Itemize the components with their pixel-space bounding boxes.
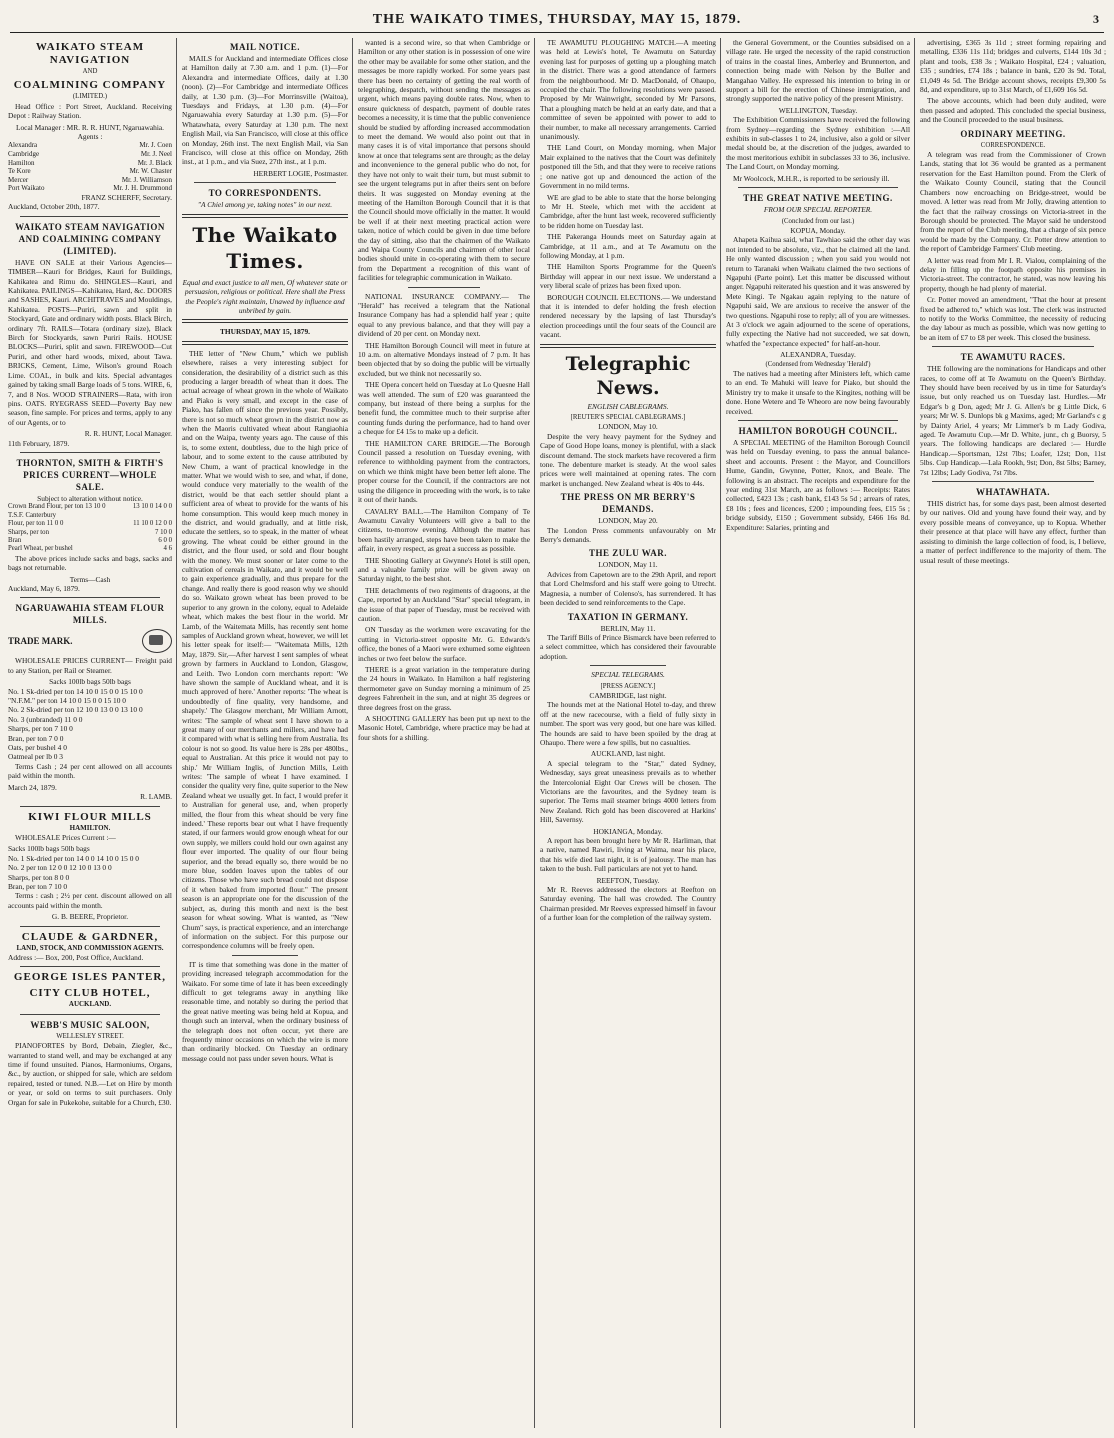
steam-ltd: (LIMITED.): [72, 93, 108, 101]
news-paragraph: THE Pakeranga Hounds meet on Saturday again at Cambridge, at 11 a.m., and at Te Awamutu on the following Monday, at 1 p.m.: [540, 232, 716, 260]
paper-motto: Equal and exact justice to all men, Of whatever state or persuasion, religious or political. Here shall the Press the People's right maintain, Unawed by influence and unbribed by gain.: [182, 277, 348, 315]
telegram-body: Mr Woolcock, M.H.R., is reported to be seriously ill.: [733, 173, 890, 183]
news-paragraph: the General Government, or the Counties subsidised on a village rate. He urged the necessity of the rapid construction of trains in the coastal lines, Amberley and Brunnerton, and connection being made with Nelson by the Buller and Mangahao Valley. He expressed his intention to bring in or support a bill for the erection of Chinese immigration, and strongly supported the native policy of the present Ministry.: [726, 38, 910, 104]
ngar-title: NGARUAWAHIA STEAM FLOUR MILLS.: [15, 603, 165, 626]
ngar-date: March 24, 1879.: [8, 782, 57, 792]
races-body: THE following are the nominations for Handicaps and other races, to come off at Te Awamutu on the Queen's Birthday. They should have been received by us in time for Saturday's issue, but only reached us on Tuesday last. Hurdles.—Mr Edgar's b g Don, aged; Mr J. G. Allen's br g Little Dick, 6 years; Mr W. S. Dunlops bk g Maxims, aged; Mr Garland's c g by Dainty Ariel, 4 years; Mr Limmer's b m Lady Godiva, aged. Te Awamutu Cup.—Mr D. White, junr., ch g Buorsy, 5 years. The following handicaps are declared :— Hurdle Handicap.—Sportsman, 12st 7lbs; Loafer, 12st; Don, 11st 5lbs. Cup Handicap.—Lala Rookh, 9st; Don, 8st 5lbs; Barney, 7st 12lbs; Lady Godiva, 7st 7lbs.: [920, 364, 1106, 477]
column-rule: [176, 38, 177, 1428]
ordinary-meeting-title: ORDINARY MEETING.: [960, 128, 1066, 139]
news-paragraph: THERE is a great variation in the temperature during the 24 hours in Waikato. In Hamilton a half registering thermometer gave on Sunday morning a minimum of 25 degrees Fahrenheit in the sun, and at night 35 degrees or three degrees frost on the grass.: [358, 665, 530, 712]
kiwi-title: KIWI FLOUR MILLS: [28, 810, 152, 823]
divider: [20, 806, 160, 807]
mail-title: MAIL NOTICE.: [229, 42, 300, 52]
hamilton-council-body: A SPECIAL MEETING of the Hamilton Borough Council was held on Tuesday evening, to pass the annual balance-sheet and accounts. Present : the Mayor, and Councillors Hume, Gandin, Gwynne, Potter, Knox, and Beale. The following is an abstract. The receipts and expenditure for the year ending 31st March, are as follows :— Receipts: Rates collected, £423 13s ; cash bank, £143 5s 5d ; arrears of rates, £8 10s ; fees and licences, £200 ; impounding fees, £15 5s ; bridge subsidy, £150 ; Government subsidy, £466 16s 8d. Expenditure: Salaries, printing and: [726, 438, 910, 532]
telegram-body: The Exhibition Commissioners have received the following from Sydney—regarding the Sydney exhibition :—All exhibits in sub-classes 1 to 24, inclusive, also a gold or silver medal should be, at the discretion of the judges, awarded to the most meritorious exhibit in subclasses 33 to 36, inclusive. The Land Court, on Monday morning.: [726, 115, 910, 172]
agent-row: Hamilton Mr. J. Black: [8, 158, 172, 167]
ngar-row: Sharps, per ton 7 10 0: [8, 724, 73, 734]
divider: [738, 420, 898, 421]
masthead-title: THE WAIKATO TIMES, THURSDAY, MAY 15, 1879.: [372, 12, 742, 27]
news-paragraph: A telegram was read from the Commissioner of Crown Lands, stating that lot 36 would be granted as a permanent reservation for the East Hamilton pound. From the Clerk of the Waikato County Council, stating that the Council Chambers now encroaching on Bridge-street, would be moved. A letter was read from Mr Jolly, drawing attention to the fact that the railway crossings on Victoria-street in the Borough should be protected. The Mayor said he understood from the report of the Club meeting, that a charge of six pence would be made by the Company. Cr. Potter drew attention to the report of Cambridge Farmers' Club meeting.: [920, 150, 1106, 254]
coal-body: HAVE ON SALE at their Various Agencies— TIMBER—Kauri for Bridges, Kauri for Buildings, Kahikatea and Rimu do. SHINGLES—Kauri, and Kahikatea. PAILINGS—Kahikatea, Hard, &c. DOORS and SASHES, Kauri. ARCHITRAVES and Mouldings, Kahikatea. POSTS—Puriri, sawn and split in Stockyard, Gate and ordinary width posts. Black Birch, ordinary 7ft. RAILS—Totara (ordinary size), Black Birch for Stockyards, sawn Puriri Rails. HOUSE BLOCKS—Puriri, split and sawn. FIREWOOD—Cut Puriri, and other hard woods, mixed, about Tawa. BRICKS, Cement, Lime, Wilson's ground Roach Lime. COAL, in bulk and kits. Special advantages gained by taking small Barge loads of 5 tons. WIRE, 6, 7, and 8 Nos. WOOD STRAINERS—Rata, with iron pins. OATS. RYEGRASS SEED—Poverty Bay new season, fine sample. For prices and terms, apply to any of our Agents, or to: [8, 257, 172, 427]
dateline: KOPUA, Monday.: [790, 225, 846, 235]
steam-coal: COALMINING COMPANY: [13, 79, 167, 92]
news-paragraph: TE AWAMUTU PLOUGHING MATCH.—A meeting was held at Lewis's hotel, Te Awamutu on Saturday evening last for purposes of getting up a ploughing match in the district. There was a good attendance of farmers from the neighbourhood. Mr D. MacDonald, of Ohaupo, occupied the chair. The following resolutions were passed. Proposed by Mr Wainwright, seconded by Mr Parsons, That a ploughing match be held at an early date, and that a committee of seven be appointed with power to add to their number, to make all necessary arrangements. Carried unanimously.: [540, 38, 716, 142]
ngar-row: Oatmeal per lb 0 3: [8, 752, 64, 762]
mail-sign: HERBERT LOGIE, Postmaster.: [253, 168, 348, 178]
mail-body: MAILS for Auckland and intermediate Offices close at Hamilton daily at 7.30 a.m. and 1 p.m. (1)—For Alexandra and intermediate Offices, daily at 1.30 (noon). (2)—For Cambridge and intermediate Offices daily, at 1.30 p.m. (3)—For Morrinsville (Waitoa), Tuesdays and Fridays, at 1.30 p.m. (4)—For Ngaruawahia every Saturday at 1.30 p.m. (5)—For Whatawhata, every Saturday at 1.30 p.m. The next English Mail, via San Francisco, will close at this office on Monday, 26th inst. The next English Mail, via San Francisco, will close at this office on Monday, 26th inst., at 1 p.m., and via Suez, 27th inst., at 1 p.m.: [182, 54, 348, 167]
ngar-row: Bran, per ton 7 0 0: [8, 733, 64, 743]
news-paragraph: THE HAMILTON CARE BRIDGE.—The Borough Council passed a resolution on Tuesday evening, with reference to withholding payment from the contractors, on which we think might have been better left alone. The proper course for the Council, if the contractors are not using the diligence in proceeding with the work, is to take it out of their hands.: [358, 438, 530, 505]
news-paragraph: BOROUGH COUNCIL ELECTIONS.— We understand that it is intended to defer holding the fresh election rendered necessary by the lapsing of last Thursday's election proceedings until the four seats of the Council are vacant.: [540, 292, 716, 340]
trade-mark-text: TRADE MARK.: [8, 635, 73, 646]
telegram-body: Mr R. Reeves addressed the electors at Reefton on Saturday evening. The hall was crowded. The Country Chairman presided. Mr Reeves expressed himself in favour of a further loan for the completion of the railway system.: [540, 885, 716, 923]
divider: [182, 214, 348, 218]
dateline: LONDON, May 20.: [598, 516, 658, 526]
news-paragraph: THE Hamilton Sports Programme for the Queen's Birthday will appear in our next issue. We understand a very liberal scale of prizes has been fixed upon.: [540, 262, 716, 291]
kiwi-row: Bran, per ton 7 10 0: [8, 881, 68, 891]
telegram-body: A special telegram to the "Star," dated Sydney, Wednesday, says great uneasiness prevails as to whether the Intercolonial Eight Oar Crews will be chosen. The Victorians are the favourites, and the Sydney team is superior. The Terns mail steamer brings 4000 letters from New Zealand. Rich gold has been discovered at Harkins' Hill, Savernsy.: [540, 758, 716, 825]
webb-body: PIANOFORTES by Bord, Debain, Ziegler, &c., warranted to stand well, and may be exchanged at any time if found unsuited. Pianos, Harmoniums, Organs, &c., by auction, or shipped for sale, which are seldom repaired, tested or tuned. N.B.—Let on Hire by month or year, or sold on terms to suit purchasers. Only Organ for sale in Pukekohe, suitable for a Church, £30.: [8, 1041, 172, 1107]
ngar-row: No. 2 Sk-dried per ton 12 10 0 13 0 0 13 10 0: [8, 705, 143, 715]
divider: [20, 966, 160, 967]
agent-row: Te Kore Mr. W. Chaster: [8, 167, 172, 176]
steam-office: Head Office : Port Street, Auckland. Receiving Depot : Railway Station.: [8, 101, 172, 121]
native-body: Ahapeta Kaihua said, what Tawhiao said the other day was not intended to be absolute, viz., that he claimed all the land. He only wanted discussion ; when you said you would not return to Taranaki when Waikatu claimed the two sections of Ngapuhi (Parte point). Let this matter be discussed without anger. Ngapuhi reiterated his question and it was answered by Mete Kingi. Te Ngakau again replying to the nature of Ngapuhi said, We are anxious to receive the answer of the two questions. Ngapuhi rose to reply; all of you are witnesses. At 3 o'clock we again adjourned to the scene of operations, fully expecting the Native had not succeeded, we sat down, whatfed the "expectance expected" for half-an-hour.: [726, 235, 910, 348]
agent-row: Cambridge Mr. J. Neel: [8, 150, 172, 159]
hamilton-council-title: HAMILTON BOROUGH COUNCIL.: [738, 426, 898, 437]
ngar-row: "N.F.M." per ton 14 10 0 15 0 0 15 10 0: [8, 696, 126, 706]
webb-title: WEBB'S MUSIC SALOON,: [30, 1019, 150, 1030]
news-paragraph: Cr. Potter moved an amendment, "That the hour at present fixed be adhered to," which was lost. The clerk was instructed to notify to the Works Committee, the necessity of reducing the day labour as much as possible, which was now getting to be an item of £7 to £8 per week. This closed the business.: [920, 295, 1106, 342]
native-meeting-title: THE GREAT NATIVE MEETING.: [743, 193, 893, 204]
trade-mark: [8, 629, 172, 653]
news-paragraph: THE Opera concert held on Tuesday at Lo Quesne Hall was well attended. The sum of £20 was guaranteed the company, but instead of there being a surplus for the benefit fund, the committee much to their surprise after counting funds during the performance, had to hand over a cheque for £4 15s to make up a deficit.: [358, 380, 530, 437]
kiwi-row: No. 1 Sk-dried per ton 14 0 0 14 10 0 15 0 0: [8, 853, 139, 863]
dateline: AUCKLAND, last night.: [590, 749, 666, 759]
coal-sign: R. R. HUNT, Local Manager.: [84, 429, 172, 439]
news-paragraph: THE Land Court, on Monday morning, when Major Mair explained to the natives that the Court was definitely postponed till the 5th, and that they were to receive rations ; one native got up and denounced the action of the Government in no mild terms.: [540, 143, 716, 191]
column-rule: [352, 38, 353, 1428]
column-6: [920, 38, 1106, 1428]
column-2: [182, 38, 348, 1428]
ngar-sign: R. LAMB.: [140, 792, 172, 802]
steam-nav-title: WAIKATO STEAM NAVIGATION: [35, 41, 145, 66]
kiwi-prices: WHOLESALE Prices Current :—: [15, 832, 116, 842]
dateline: REEFTON, Tuesday.: [596, 875, 660, 885]
steam-manager: Local Manager : MR. R. R. HUNT, Ngaruawahia.: [15, 122, 165, 132]
column-5: [726, 38, 910, 1428]
news-paragraph: THE Shooting Gallery at Gwynne's Hotel is still open, and a valuable family prize will be given away on Saturday night, to the best shot.: [358, 555, 530, 584]
webb-sub: WELLESLEY STREET.: [56, 1032, 124, 1040]
divider: [590, 665, 666, 666]
zulu-title: THE ZULU WAR.: [588, 548, 668, 559]
dateline: BERLIN, May 11.: [600, 623, 656, 633]
ngar-row: Oats, per bushel 4 0: [8, 743, 67, 753]
page-number: 3: [1093, 12, 1100, 26]
column-rule: [914, 38, 915, 1428]
telegram-body: The hounds met at the National Hotel to-day, and threw off at the new racecourse, with a field of fully sixty in number. The sport was very good, but one hare was killed. The hounds are said to have been spoiled by the drag at Ohaupo. There were a few spills, but no casualties.: [540, 700, 716, 747]
divider: [182, 319, 348, 323]
divider: [932, 481, 1094, 482]
corr-title: TO CORRESPONDENTS.: [208, 188, 322, 199]
leader-article: THE letter of "New Chum," which we publish elsewhere, raises a very interesting subject for consideration, the desirability of a district such as this producing a larger breadth of wheat than it does. The actual acreage of wheat grown in the whole of Waikato and Piako is very small, and except in the case of Piako, has fallen off since the previous year. Possibly, there is not so much wheat grown in the district now as when the Maoris cultivated wheat about Rangiaohia and on the Waipa, twenty years ago. The cause of this is, to some extent, doubtless, due to the high price of labour, and to some extent to the cause attributed by New Chum, a want of practical knowledge in the matter. What we would wish to see, and what, if done, would conduce very materially to the wealth of the district, would be that each settler should plant a sufficient area of wheat to provide for the wants of his home consumption. This would keep much money in the district, and would gradually, and at little risk, educate the settlers, so to speak, in the matter of wheat growing. The wheat could be either ground in the district, and the flour used, or sold and flour bought with the money. We must sooner or later come to the cultivation of cereals in Waikato, and it would be well to gain experience gradually, and thus prepare for the change. And really there is good reason why we should do so. Waikato grown wheat has been proved to be superior to any grown in the colony, equal to Adelaide wheat, which makes the best flour in the world. Mr Lamb, of the Waitemata Mills, has recently sent home samples of Auckland grown wheat, however, we will let his letter speak for itself:— "Waitemata Mills, 12th May, 1879. Sir,—After harvest I sent samples of wheat grown by farmers in Auckland to London, Glasgow, and Leith. Two London corn merchants report: 'We have shown the sample of Auckland wheat, and it is much approved of here.' Another reports: 'The wheat is undoubtedly of fine quality, very handsome, and shapely.' The Glasgow merchant, Mr William Arnott, writes: 'The sample of wheat sent I have shown to a great many of our merchants and millers, and have had it compared with what is selling here from Australia. Its colour is not so good. Its value here is 28s per 480lbs., equal to Australian. At this price it would not pay to ship.' Mr William Inglis, of Junction Mills, Leith writes: 'The sample of wheat I have examined. I consider the quality very fine, quite superior to the New Zealand wheat we usually get. In fact, I would prefer it to Australian for general use, and, when properly milled, the flour from this wheat should be very fine indeed.' These reports bear out what I have frequently stated, if our farmers would grow enough wheat for our own supply, we millers could hold our own against any flour ever imported. The quality of our flour being superior, and the bread equally so, there would be no more blue, sodden loaves upon the tables of our citizens. Those who have such bread could not dispose of it when baked from imported flour." The present season is an appropriate one for the discussion of the subject, as, during this month and next is the best season for wheat sowing. What is wanted, as "New Chum" says, is practical experience, and an interchange of information on the subject. For this purpose our correspondence columns will be freely open.: [182, 348, 348, 951]
divider: [20, 597, 160, 598]
masthead: [10, 12, 1104, 33]
news-paragraph: THE detachments of two regiments of dragoons, at the Cape, reported by an Auckland "Star" special telegram, in the issue of that paper of Tuesday, must be received with caution.: [358, 585, 530, 623]
kiwi-row: Sacks 100lb bags 50lb bags: [8, 844, 90, 854]
divider: [232, 955, 298, 956]
alex-body: The natives had a meeting after Ministers left, which came to an end. Te Mahuki will leave for Piako, but should the Ministry try to make it unsafe to the Kingites, nothing will be done. Hone Wetere and Te Wheoro are now being favourably received.: [726, 369, 910, 416]
kiwi-row: Sharps, per ton 8 0 0: [8, 872, 70, 882]
claude-title: CLAUDE & GARDNER,: [21, 930, 159, 943]
dateline: WELLINGTON, Tuesday.: [778, 105, 858, 115]
column-4: [540, 38, 716, 1428]
divider: [408, 287, 480, 288]
thornton-sub: Subject to alteration without notice.: [37, 493, 143, 503]
divider: [20, 216, 160, 217]
dateline: CAMBRIDGE, last night.: [589, 690, 667, 700]
column-rule: [720, 38, 721, 1428]
news-paragraph: advertising, £365 3s 11d ; street forming repairing and metalling, £336 11s 11d; bridges and culverts, £144 10s 3d ; plant and tools, £38 3s ; Waikato Hospital, £24 ; valuation, £35 ; sundries, £74 18s ; balance in bank, £20 3s 9d. Total, £1,049 4s 5d. The Bridge account shows, receipts £9,300 5s 8d, and expenditure, up to 31st March, of £1,609 16s 5d.: [920, 38, 1106, 95]
divider: [20, 452, 160, 453]
kiwi-row: No. 2 per ton 12 0 0 12 10 0 13 0 0: [8, 863, 112, 873]
news-paragraph: A letter was read from Mr I. R. Vialou, complaining of the delay in filling up the footpath opposite his premises in Victoria-street. The contractor, he stated, was now leaving his property, though he had plenty of material.: [920, 255, 1106, 293]
george-place: AUCKLAND.: [68, 1000, 112, 1009]
races-title: TE AWAMUTU RACES.: [960, 352, 1066, 363]
press-agency: [PRESS AGENCY.]: [600, 682, 656, 690]
news-paragraph: CAVALRY BALL.—The Hamilton Company of Te Awamutu Cavalry Volunteers will give a ball to the citizens, to-morrow evening. Although the matter has been hastily arranged, steps have been taken to make the affair, in every respect, as great a success as possible.: [358, 506, 530, 554]
thornton-prices: Crown Brand Flour, per ton 13 10 0 13 10 0 14 0 0 T.S.F. Canterbury Flour, per ton 11 0 0 11 10 0 12 0 0 Sharps, per ton 7 10 0 Bran 6 0 0 Pearl Wheat, per bushel 4 6: [8, 503, 172, 553]
alex-sub: (Condensed from Wednesday 'Herald'): [765, 360, 871, 368]
kiwi-terms: Terms : cash ; 2½ per cent. discount allowed on all accounts paid within the month.: [8, 891, 172, 910]
correspondence-label: CORRESPONDENCE.: [980, 141, 1046, 149]
agent-row: Port Waikato Mr. J. H. Drummond: [8, 184, 172, 193]
tax-title: TAXATION IN GERMANY.: [567, 611, 689, 622]
news-paragraph: A SHOOTING GALLERY has been put up next to the Masonic Hotel, Cambridge, where practice may be had at four shots for a shilling.: [358, 714, 530, 742]
ngar-sacks: Sacks 100lb bags 50lb bags: [49, 677, 131, 687]
thornton-note: The above prices include sacks and bags, sacks and bags not returnable.: [8, 553, 172, 573]
thornton-date: Auckland, May 6, 1879.: [8, 584, 80, 593]
claude-addr: Address :— Box, 200, Post Office, Auckland.: [8, 952, 144, 962]
reuter-label: [REUTER'S SPECIAL CABLEGRAMS.]: [570, 414, 686, 421]
column-3: [358, 38, 530, 1428]
agent-row: Alexandra Mr. J. Coen: [8, 141, 172, 150]
dateline: HOKIANGA, Monday.: [593, 826, 663, 836]
ngar-prices: WHOLESALE PRICES CURRENT— Freight paid to any Station, per Rail or Steamer.: [8, 656, 172, 675]
telegraphic-news-title: Telegraphic News.: [565, 352, 691, 399]
george-title: GEORGE ISLES PANTER,: [13, 971, 167, 984]
steam-sign: FRANZ SCHERFF, Secretary.: [81, 193, 172, 202]
cable-body: Advices from Capetown are to the 29th April, and report that Lord Chelmsford and his staff were going to Utrecht. Magnesia, a number of Colenso's, has surrendered. It has been decided to send reinforcements to the Cape.: [540, 569, 716, 608]
cable-body: The London Press comments unfavourably on Mr Berry's demands.: [540, 525, 716, 545]
steam-date: Auckland, October 20th, 1877.: [8, 202, 100, 212]
news-paragraph: THE Hamilton Borough Council will meet in future at 10 a.m. on alternative Mondays instead of 7 p.m. It has been objected that by so doing the public will be virtually excluded, but we think not necessarily so.: [358, 340, 530, 378]
divider: [932, 346, 1094, 347]
coal-title: WAIKATO STEAM NAVIGATION AND COALMINING COMPANY (LIMITED).: [15, 221, 165, 256]
divider: [738, 187, 898, 188]
issue-date: THURSDAY, MAY 15, 1879.: [219, 327, 311, 337]
news-paragraph: ON Tuesday as the workmen were excavating for the cutting in Victoria-street opposite Mr. G. Edwards's office, the bones of a Maori were exhumed some eighteen inches or two feet below the surface.: [358, 625, 530, 663]
ngar-terms: Terms Cash ; 24 per cent allowed on all accounts paid within the month.: [8, 761, 172, 781]
steam-agents-label: Agents :: [77, 132, 103, 142]
native-sub: FROM OUR SPECIAL REPORTER.: [763, 205, 873, 215]
thornton-terms: Terms—Cash: [69, 574, 111, 584]
dateline: LONDON, May 11.: [598, 560, 658, 570]
divider: [20, 1014, 160, 1015]
news-paragraph: NATIONAL INSURANCE COMPANY.— The "Herald" has received a telegram that the National Insurance Company has had a splendid half year ; quite equal to any previous balance, and that they will pay a dividend of 20 per cent. on Monday next.: [358, 291, 530, 339]
dateline: LONDON, May 10.: [598, 422, 658, 432]
cable-body: Despite the very heavy payment for the Sydney and Cape of Good Hope loans, money is plentiful, with a slack discount demand. The stock markets have recovered a firm tone. The debenture market is steady. At the wool sales prices were well maintained at opening rates. The corn market is unchanged. New Zealand wheat is 40s to 44s.: [540, 431, 716, 488]
ngar-row: No. 3 (unbranded) 11 0 0: [8, 714, 83, 724]
paper-title: The Waikato Times.: [192, 222, 338, 273]
coal-date: 11th February, 1879.: [8, 438, 70, 448]
native-concluded: (Concluded from our last.): [781, 217, 855, 225]
corr-body: "A Chiel among ye, taking notes" in our next.: [197, 200, 333, 210]
trade-mark-icon: [142, 629, 172, 653]
news-paragraph: The above accounts, which had been duly audited, were then passed and adopted. This concluded the special business, and the Council proceeded to the usual business.: [920, 96, 1106, 125]
agent-row: Mercer Mr. J. Williamson: [8, 175, 172, 184]
steam-and: AND: [82, 68, 98, 75]
news-paragraph: WE are glad to be able to state that the horse belonging to Mr H. Steele, which met with the accident at Cambridge, after the hunt last week, recovered sufficiently to be ridden home on Tuesday last.: [540, 192, 716, 230]
article-body: wanted is a second wire, so that when Cambridge or Hamilton or any other station is in possession of one wire the other may be available for some other station, and the messages be more rapidly worked. For some years past there has been no certainty of getting the real worth of telegraphing, despatch, without sending the messages as urgent, which means paying double rates. Now, when to ensure quickness of despatch, payment of double rates becomes a necessity, it is time that the public convenience should be studied by affording increased accommodation to meet the demand. We would also point out that in many cases it is of vital importance that persons should know at once that telegrams sent are through; as the delay and inconvenience to the general public who do not, for they have not only to wait their turn, but must submit to see the urgent telegrams put in after theirs sent on before theirs. It was suggested on Monday evening at the meeting of the Hamilton Borough Council that it is that the Council should move officially in the matter. It would be well if at their next meeting practical action were taken, notice of which could be given in due time before the day of sitting, also that the chairmen of the Waikato and Waipa County Councils and chairmen of other local bodies should unite in co-operating with them to secure from the Department a recognition of this want of facilities for telegraphic communication in Waikato.: [358, 38, 530, 283]
whatawhata-title: WHATAWHATA.: [975, 487, 1051, 498]
thornton-title: THORNTON, SMITH & FIRTH'S PRICES CURRENT—WHOLE SALE.: [16, 457, 164, 492]
kiwi-sign: G. B. BEERE, Proprietor.: [51, 912, 129, 922]
divider: [182, 341, 348, 345]
column-1: [8, 38, 172, 1428]
telegram-body: A report has been brought here by Mr R. Harliman, that a native, named Rawiri, living at Waima, near his place, that his wife died last night, it is of jealousy. The man has taken to the bush. Full particulars are not yet to hand.: [540, 836, 716, 874]
special-telegrams: SPECIAL TELEGRAMS.: [591, 670, 665, 680]
cable-body: The Tariff Bills of Prince Bismarck have been referred to a select committee, which has considered their favourable adoption.: [540, 632, 716, 661]
column-rule: [534, 38, 535, 1428]
whatawhata-body: THIS district has, for some days past, been almost deserted by our natives. Old and young have found their way, and by every possible means of conveyance, up to Kopua. Whether their presence at that place will have any effect, further than assisting to diminish the large collection of food, is, I believe, a matter of perfect indifference to the majority of them. The usual result of these meetings.: [920, 499, 1106, 565]
ngar-row: No. 1 Sk-dried per ton 14 10 0 15 0 0 15 10 0: [8, 686, 143, 696]
english-cablegrams: ENGLISH CABLEGRAMS.: [587, 401, 669, 411]
kiwi-place: HAMILTON.: [69, 823, 111, 832]
leader-telegraph: IT is time that something was done in the matter of providing increased telegraph accommodation for the Waikato. For some time of late it has been exceedingly difficult to get telegrams away in anything like reasonable time, and notably so during the period that the great native meeting was being held at Kopua, and though such an interval, when the ordinary business of the telegraph does not often occur, yet there are frequently minor occasions on which the wire is more than ordinarily blocked. On Tuesday an ordinary message could not pass under seven hours. What is: [182, 959, 348, 1063]
press-title: THE PRESS ON MR BERRY'S DEMANDS.: [560, 492, 696, 515]
claude-sub: LAND, STOCK, AND COMMISSION AGENTS.: [16, 943, 164, 952]
divider: [20, 926, 160, 927]
dateline: ALEXANDRA, Tuesday.: [780, 350, 856, 360]
divider: [194, 182, 336, 183]
george-hotel: CITY CLUB HOTEL,: [29, 987, 151, 1000]
divider: [540, 344, 716, 348]
